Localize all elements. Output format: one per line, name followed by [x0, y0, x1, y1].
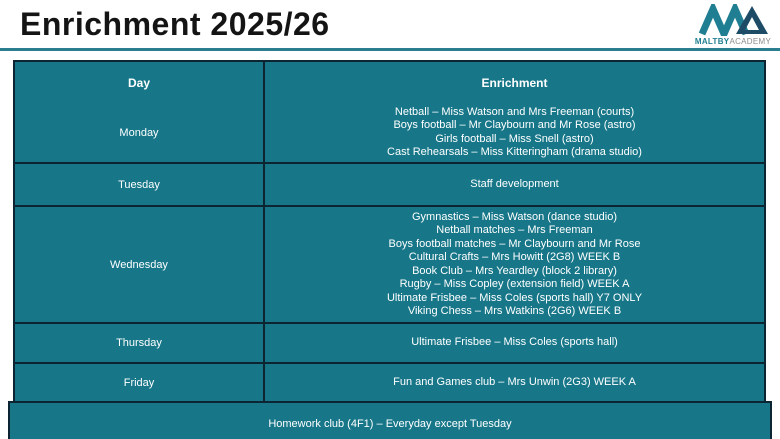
page-title: Enrichment 2025/26: [20, 6, 330, 42]
day-cell: Thursday: [15, 324, 265, 362]
enrichment-cell: [265, 103, 764, 162]
enrichment-item: Rugby – Miss Copley (extension field) WEEK A: [399, 278, 630, 290]
enrichment-item: Netball matches – Mrs Freeman: [436, 224, 593, 236]
enrichment-item: Ultimate Frisbee – Miss Coles (sports hall): [411, 336, 618, 349]
enrichment-table: [13, 60, 766, 403]
enrichment-cell: [265, 324, 764, 362]
homework-club-text: Homework club (4F1) – Everyday except Tuesday: [268, 418, 512, 430]
enrichment-cell: [265, 207, 764, 322]
enrichment-item: Staff development: [470, 177, 559, 190]
enrichment-item: Girls football – Miss Snell (astro): [435, 132, 594, 145]
enrichment-item: Book Club – Mrs Yeardley (block 2 library): [412, 264, 617, 277]
title-underline: [0, 48, 780, 51]
enrichment-item: Ultimate Frisbee – Miss Coles (sports hall) Y7 ONLY: [386, 291, 643, 304]
logo-wordmark-academy: ACADEMY: [729, 37, 772, 46]
table-header-row: [15, 62, 764, 103]
table-row: [15, 205, 764, 322]
table-row: [15, 103, 764, 162]
maltby-academy-logo: [694, 4, 772, 46]
table-row: [15, 362, 764, 401]
enrichment-item: Viking Chess – Mrs Watkins (2G6) WEEK B: [407, 305, 622, 317]
table-row: [15, 162, 764, 205]
homework-club-banner: [8, 401, 772, 439]
logo-wordmark: [694, 37, 772, 46]
enrichment-cell: [265, 164, 764, 205]
enrichment-item: Cast Rehearsals – Miss Kitteringham (drama studio): [387, 146, 642, 158]
header-enrichment: Enrichment: [481, 75, 548, 90]
table-row: [15, 322, 764, 362]
enrichment-item: Boys football matches – Mr Claybourn and Mr Rose: [388, 237, 641, 250]
enrichment-item: Boys football – Mr Claybourn and Mr Rose (astro): [393, 119, 636, 131]
day-cell: Tuesday: [15, 164, 265, 205]
enrichment-item: Cultural Crafts – Mrs Howitt (2G8) WEEK B: [408, 251, 621, 263]
logo-wordmark-maltby: MALTBY: [694, 37, 730, 46]
header-day: Day: [15, 62, 265, 103]
day-cell: Wednesday: [15, 207, 265, 322]
enrichment-item: Gymnastics – Miss Watson (dance studio): [412, 210, 617, 223]
day-cell: Friday: [15, 364, 265, 401]
ma-monogram-icon: [694, 4, 772, 36]
table-body: [15, 103, 764, 401]
enrichment-cell: [265, 364, 764, 401]
day-cell: Monday: [15, 103, 265, 162]
enrichment-item: Netball – Miss Watson and Mrs Freeman (courts): [394, 105, 635, 118]
enrichment-item: Fun and Games club – Mrs Unwin (2G3) WEEK A: [393, 375, 636, 388]
